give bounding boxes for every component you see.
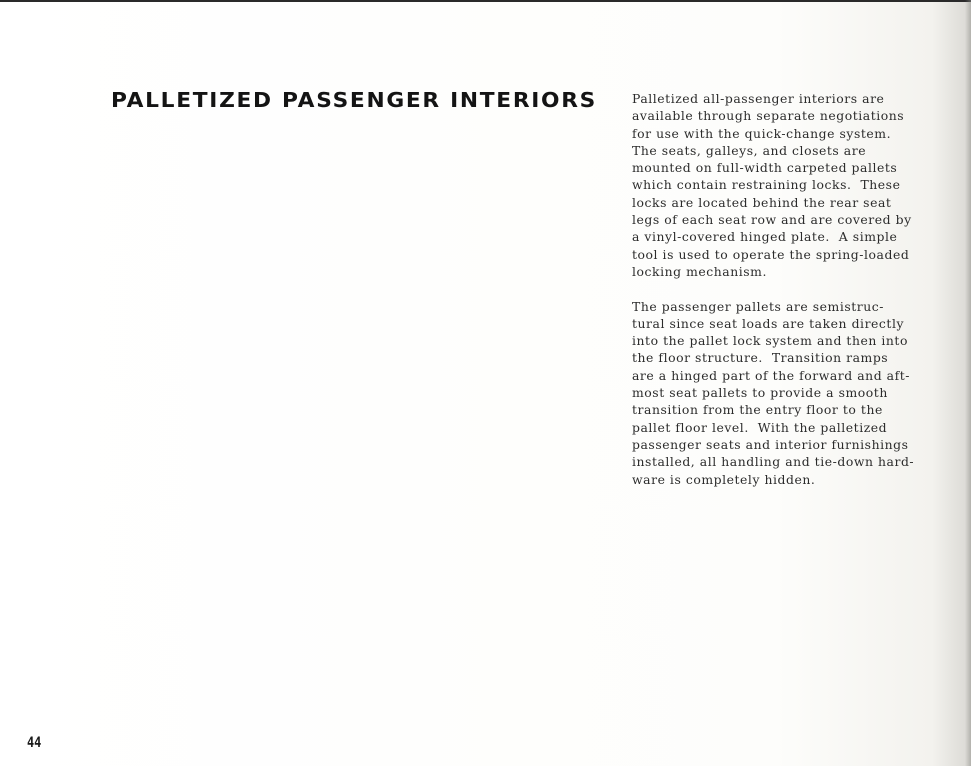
text-line: for use with the quick-change system. <box>632 125 892 141</box>
text-line: most seat pallets to provide a smooth <box>632 385 888 401</box>
text-line: transition from the entry floor to the <box>632 402 883 418</box>
text-line: are a hinged part of the forward and aft- <box>632 367 911 383</box>
text-line: tural since seat loads are taken directly <box>632 315 905 331</box>
text-line: locking mechanism. <box>632 263 767 279</box>
text-line: available through separate negotiations <box>632 108 905 124</box>
page-number: 44 <box>27 735 42 751</box>
text-line: The passenger pallets are semistruc- <box>632 298 884 314</box>
text-line: ware is completely hidden. <box>632 471 816 487</box>
paragraph-2 <box>632 298 932 488</box>
page-binding-shadow <box>965 0 971 766</box>
paragraph-spacer <box>632 280 932 297</box>
text-line: installed, all handling and tie-down hard- <box>632 454 915 470</box>
text-line: pallet floor level. With the palletized <box>632 419 888 435</box>
text-line: mounted on full-width carpeted pallets <box>632 160 898 176</box>
text-line: a vinyl-covered hinged plate. A simple <box>632 229 898 245</box>
page-top-edge <box>0 0 971 2</box>
text-line: passenger seats and interior furnishings <box>632 436 909 452</box>
text-line: the floor structure. Transition ramps <box>632 350 889 366</box>
text-line: The seats, galleys, and closets are <box>632 142 867 158</box>
page-title: PALLETIZED PASSENGER INTERIORS <box>111 88 597 112</box>
text-line: legs of each seat row and are covered by <box>632 212 912 228</box>
text-line: locks are located behind the rear seat <box>632 194 892 210</box>
text-line: into the pallet lock system and then into <box>632 333 908 349</box>
text-line: tool is used to operate the spring-loaded <box>632 246 910 262</box>
text-line: which contain restraining locks. These <box>632 177 901 193</box>
body-text <box>632 90 932 488</box>
text-line: Palletized all-passenger interiors are <box>632 91 885 106</box>
paragraph-1 <box>632 90 932 280</box>
